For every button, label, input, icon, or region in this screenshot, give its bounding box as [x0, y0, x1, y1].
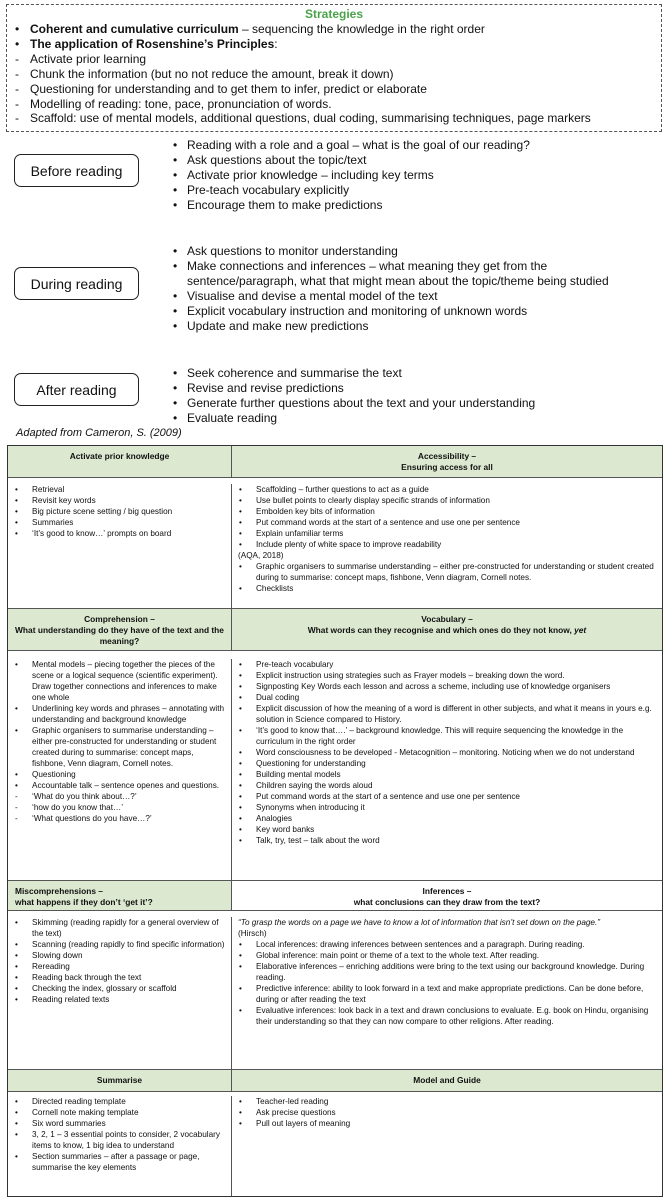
list-item: • Embolden key bits of information [238, 506, 656, 517]
header-activate-prior-knowledge [8, 446, 231, 478]
list-item: • Put command words at the start of a sentence and use one per sentence [238, 791, 656, 802]
header-subtext: What understanding do they have of the text and the meaning? [15, 625, 224, 646]
strategy-item-text: Chunk the information (but no not reduce the amount, break it down) [30, 66, 394, 81]
adapted-from-citation: Adapted from Cameron, S. (2009) [16, 427, 182, 439]
list-item: • Dual coding [238, 692, 656, 703]
strategy-marker: - [15, 81, 19, 96]
list-item: • Cornell note making template [14, 1107, 225, 1118]
list-item: • Teacher-led reading [238, 1096, 656, 1107]
strategy-item-bold: The application of Rosenshine’s Principles [30, 36, 275, 51]
list-item: • Six word summaries [14, 1118, 225, 1129]
list-item: • Ask precise questions [238, 1107, 656, 1118]
after-reading-label: After reading [14, 373, 139, 406]
list-item: • Mental models – piecing together the pieces of the scene or a logical sequence (scientific experiment). Draw together connections and inferences to make one whole [14, 659, 225, 703]
list-item: • Global inference: main point or theme of a text to the whole text. After reading. [238, 950, 656, 961]
header-text: Vocabulary – [421, 614, 473, 624]
strategy-item [15, 111, 591, 126]
before-reading-item: • Encourage them to make predictions [171, 198, 656, 213]
header-subtext-italic: yet [574, 625, 587, 635]
strategies-box [6, 4, 662, 132]
list-item: • Synonyms when introducing it [238, 802, 656, 813]
header-subtext: what happens if they don’t ‘get it’? [15, 897, 153, 907]
after-reading-item: • Generate further questions about the text and your understanding [171, 396, 656, 411]
before-reading-item: • Pre-teach vocabulary explicitly [171, 183, 656, 198]
cell-accessibility [231, 484, 662, 608]
strategy-marker: • [15, 36, 20, 51]
strategy-item-text: : [274, 36, 278, 51]
strategy-item-text: – sequencing the knowledge in the right order [238, 22, 485, 36]
strategy-item [15, 82, 591, 97]
cell-miscomprehensions [8, 917, 231, 1005]
hirsch-citation: (Hirsch) [238, 929, 267, 938]
list-item: • Questioning [14, 769, 225, 780]
cell-comprehension [8, 659, 231, 824]
header-text: Model and Guide [413, 1075, 481, 1085]
before-reading-list [171, 138, 656, 213]
strategy-marker: - [15, 96, 19, 111]
before-reading-item: • Reading with a role and a goal – what is the goal of our reading? [171, 138, 656, 153]
list-item: • Slowing down [14, 950, 225, 961]
list-item: • Explain unfamiliar terms [238, 528, 656, 539]
strategies-title: Strategies [304, 7, 364, 21]
strategy-item [15, 22, 591, 37]
list-item: • Reading back through the text [14, 972, 225, 983]
list-item: • Skimming (reading rapidly for a general overview of the text) [14, 917, 225, 939]
hirsch-quote: “To grasp the words on a page we have to know a lot of information that isn’t set down on the page.” [238, 918, 600, 927]
list-item: • ‘It’s good to know that….’ – background knowledge. This will require sequencing the knowledge in the curriculum in the right order [238, 725, 656, 747]
after-reading-list [171, 366, 656, 426]
list-item: • Talk, try, test – talk about the word [238, 835, 656, 846]
before-reading-label: Before reading [14, 154, 139, 187]
list-item: • Analogies [238, 813, 656, 824]
list-item: • Graphic organisers to summarise understanding – either pre-constructed for understanding or student created during to summarise: concept maps, fishbone, Venn diagram, Cornell notes. [14, 725, 225, 769]
list-item: • Directed reading template [14, 1096, 225, 1107]
list-item: • Include plenty of white space to improve readability [238, 539, 656, 550]
strategy-marker: • [15, 22, 20, 36]
list-item: • Elaborative inferences – enriching additions were bring to the text using our background knowledge. During reading. [238, 961, 656, 983]
list-item: • Reading related texts [14, 994, 225, 1005]
after-reading-item: • Evaluate reading [171, 411, 656, 426]
header-text: Comprehension – [84, 614, 155, 624]
after-reading-item: • Revise and revise predictions [171, 381, 656, 396]
list-item: • Underlining key words and phrases – annotating with understanding and background knowledge [14, 703, 225, 725]
cell-activate-prior-knowledge [8, 484, 231, 539]
list-item: • Explicit instruction using strategies such as Frayer models – breaking down the word. [238, 670, 656, 681]
header-model-and-guide [231, 1070, 662, 1092]
list-item: • Rereading [14, 961, 225, 972]
list-item: • Pull out layers of meaning [238, 1118, 656, 1129]
header-inferences [231, 881, 662, 911]
header-summarise [8, 1070, 231, 1092]
header-comprehension [8, 609, 231, 651]
list-item: - ‘What do you think about…?’ [14, 791, 225, 802]
list-item: • Questioning for understanding [238, 758, 656, 769]
strategy-item-text: Modelling of reading: tone, pace, pronunciation of words. [30, 96, 332, 111]
strategy-item [15, 37, 591, 52]
during-reading-item: • Ask questions to monitor understanding [171, 244, 656, 259]
list-item: • Graphic organisers to summarise understanding – either pre-constructed for understanding or student created during to summarise: concept maps, fishbone, Venn diagram, Cornell notes. [238, 561, 656, 583]
list-item: • Predictive inference: ability to look forward in a text and make appropriate predictions. Can be done before, during or after reading the text [238, 983, 656, 1005]
during-reading-label: During reading [14, 267, 139, 300]
strategy-marker: - [15, 66, 19, 81]
list-item: • Word consciousness to be developed - Metacognition – monitoring. Noticing when we do not understand [238, 747, 656, 758]
header-vocabulary [231, 609, 662, 651]
during-reading-item: • Visualise and devise a mental model of the text [171, 289, 656, 304]
strategy-item [15, 67, 591, 82]
aqa-note: (AQA, 2018) [238, 551, 284, 560]
strategy-item [15, 97, 591, 112]
list-item: • Children saying the words aloud [238, 780, 656, 791]
list-item: - ‘What questions do you have…?’ [14, 813, 225, 824]
list-item: • Revisit key words [14, 495, 225, 506]
list-item: • ‘It’s good to know…’ prompts on board [14, 528, 225, 539]
strategies-list [15, 22, 591, 126]
during-reading-item: • Update and make new predictions [171, 319, 656, 334]
during-reading-list [171, 244, 656, 334]
list-item: • Accountable talk – sentence openes and questions. [14, 780, 225, 791]
list-item: • Scaffolding – further questions to act as a guide [238, 484, 656, 495]
during-reading-item: • Explicit vocabulary instruction and monitoring of unknown words [171, 304, 656, 319]
header-subtext: what conclusions can they draw from the text? [353, 897, 541, 907]
strategy-item-text: Questioning for understanding and to get them to infer, predict or elaborate [30, 81, 427, 96]
strategy-marker: - [15, 51, 19, 66]
before-reading-item: • Ask questions about the topic/text [171, 153, 656, 168]
strategy-item [15, 52, 591, 67]
list-item: • Scanning (reading rapidly to find specific information) [14, 939, 225, 950]
list-item: • Use bullet points to clearly display specific strands of information [238, 495, 656, 506]
list-item: • Key word banks [238, 824, 656, 835]
header-text: Miscomprehensions – [15, 886, 103, 896]
list-item: • Building mental models [238, 769, 656, 780]
header-text: Summarise [96, 1075, 143, 1085]
header-text: Inferences – [422, 886, 472, 896]
list-item: • Checklists [238, 583, 656, 594]
list-item: • Evaluative inferences: look back in a text and drawn conclusions to evaluate. E.g. book on Hindu, organising their understanding so that they can now compare to other religions. After reading. [238, 1005, 656, 1027]
before-reading-item: • Activate prior knowledge – including key terms [171, 168, 656, 183]
list-item: • Retrieval [14, 484, 225, 495]
cell-inferences [231, 917, 662, 1070]
strategy-marker: - [15, 111, 19, 126]
list-item: • Local inferences: drawing inferences between sentences and a paragraph. During reading. [238, 939, 656, 950]
header-miscomprehensions [8, 881, 231, 911]
strategy-item-text: Activate prior learning [30, 51, 147, 66]
list-item: • Big picture scene setting / big question [14, 506, 225, 517]
list-item: • Summaries [14, 517, 225, 528]
list-item: • Put command words at the start of a sentence and use one per sentence [238, 517, 656, 528]
after-reading-item: • Seek coherence and summarise the text [171, 366, 656, 381]
strategy-item-bold: Coherent and cumulative curriculum [30, 22, 239, 36]
strategies-table [7, 445, 663, 1197]
header-text: Activate prior knowledge [69, 451, 170, 461]
list-item: • Signposting Key Words each lesson and across a scheme, including use of knowledge organisers [238, 681, 656, 692]
strategy-item-text: Scaffold: use of mental models, additional questions, dual coding, summarising techniques, page markers [30, 111, 591, 126]
list-item: • Checking the index, glossary or scaffold [14, 983, 225, 994]
header-text: Accessibility – [417, 451, 477, 461]
header-accessibility [231, 446, 662, 478]
list-item: • 3, 2, 1 – 3 essential points to consider, 2 vocabulary items to know, 1 big idea to understand [14, 1129, 225, 1151]
cell-model-and-guide [231, 1096, 662, 1196]
header-subtext [232, 625, 662, 636]
header-subtext-main: What words can they recognise and which ones do they not know, [307, 625, 572, 635]
header-subtext: Ensuring access for all [401, 462, 493, 472]
during-reading-item: • Make connections and inferences – what meaning they get from the sentence/paragraph, what that might mean about the topic/theme being studied [171, 259, 656, 289]
list-item: • Section summaries – after a passage or page, summarise the key elements [14, 1151, 225, 1173]
list-item: - ‘how do you know that…’ [14, 802, 225, 813]
list-item: • Pre-teach vocabulary [238, 659, 656, 670]
cell-summarise [8, 1096, 231, 1173]
list-item: • Explicit discussion of how the meaning of a word is different in other subjects, and what it means in yours e.g. solution in Science compared to History. [238, 703, 656, 725]
cell-vocabulary [231, 659, 662, 881]
